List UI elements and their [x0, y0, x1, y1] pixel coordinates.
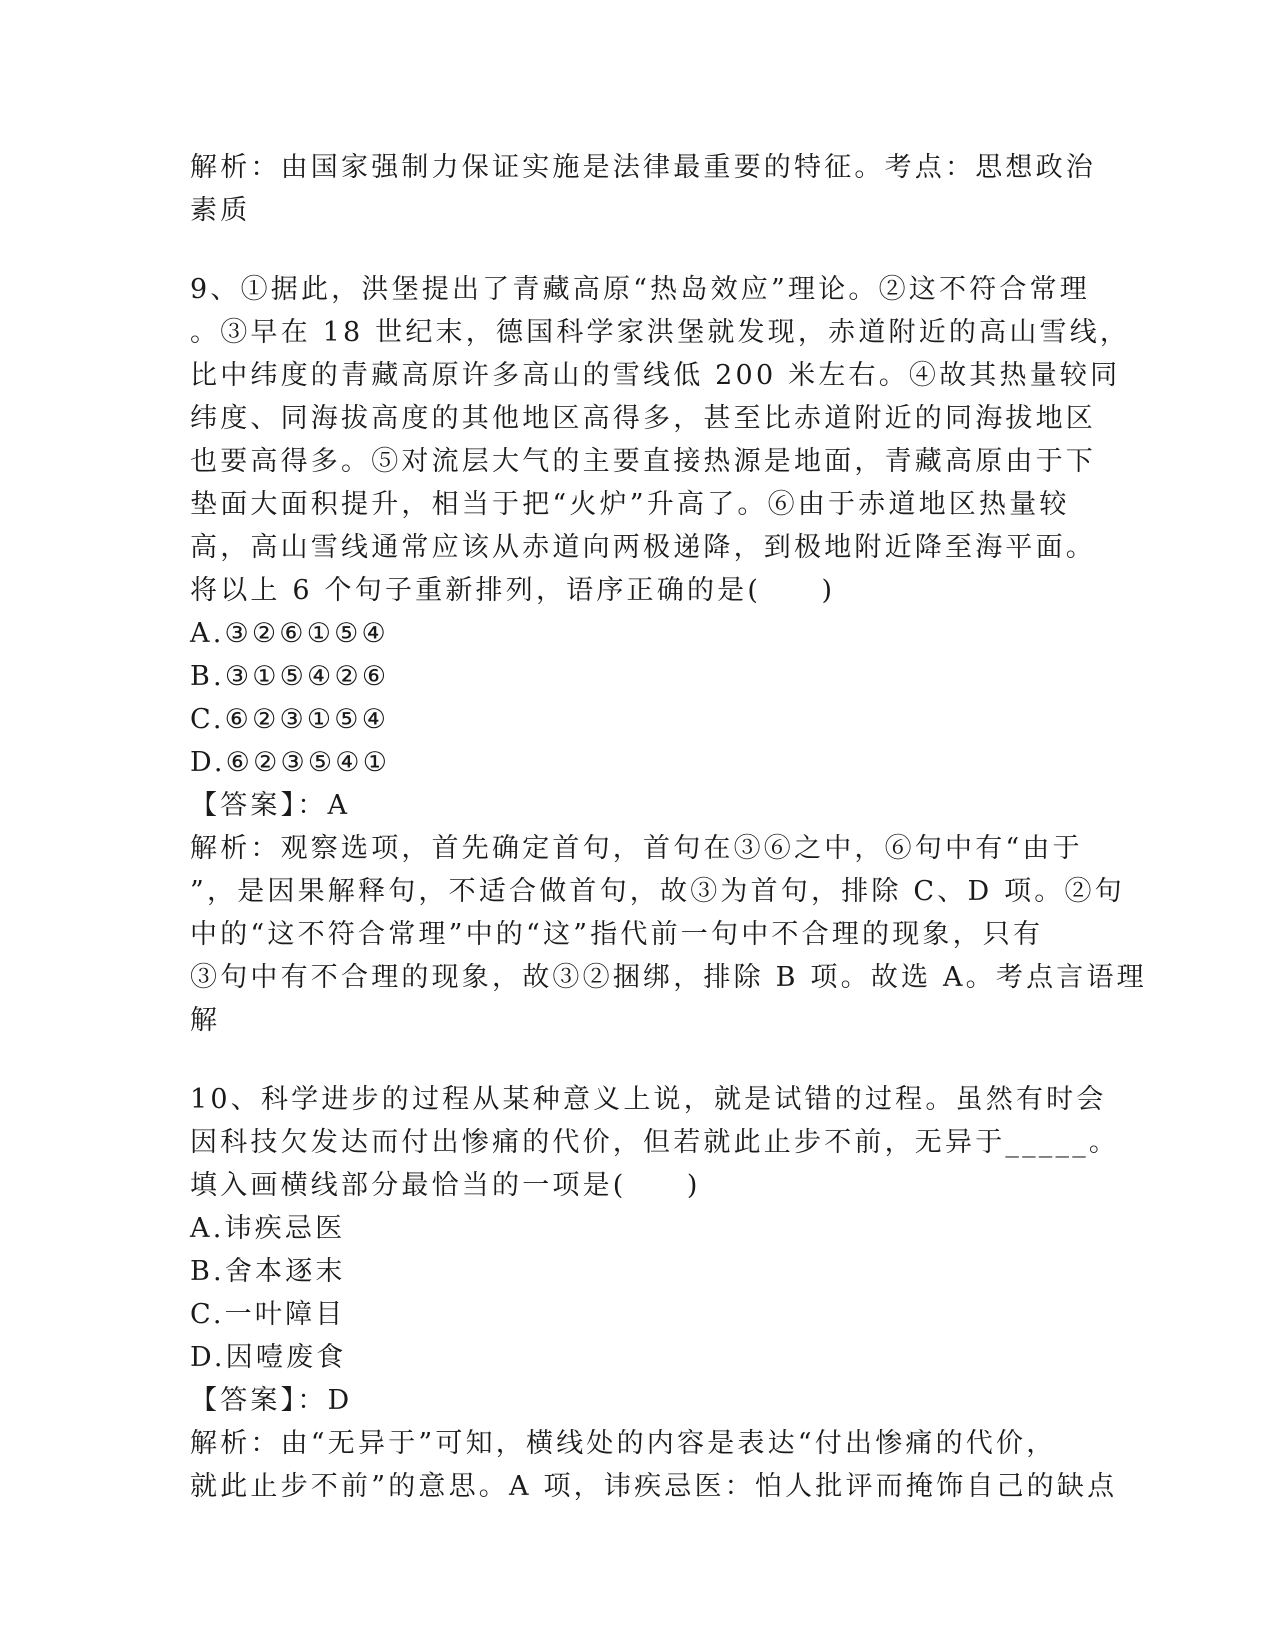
question-line: 9、①据此，洪堡提出了青藏高原“热岛效应”理论。②这不符合常理: [190, 274, 1090, 305]
question-line: 比中纬度的青藏高原许多高山的雪线低 200 米左右。④故其热量较同: [190, 360, 1121, 391]
question-line: 将以上 6 个句子重新排列，语序正确的是( ): [190, 575, 836, 606]
analysis-line: 解析：观察选项，首先确定首句，首句在③⑥之中，⑥句中有“由于: [190, 833, 1083, 864]
question-line: 。③早在 18 世纪末，德国科学家洪堡就发现，赤道附近的高山雪线，: [190, 317, 1131, 348]
option-d: D.⑥②③⑤④①: [190, 747, 391, 778]
analysis-line: ”，是因果解释句，不适合做首句，故③为首句，排除 C、D 项。②句: [190, 876, 1125, 907]
question-line: 也要高得多。⑤对流层大气的主要直接热源是地面，青藏高原由于下: [190, 446, 1096, 477]
question-line: 因科技欠发达而付出惨痛的代价，但若就此止步不前，无异于_____。: [190, 1127, 1120, 1158]
analysis-line: 素质: [190, 195, 251, 226]
option-a: A.③②⑥①⑤④: [190, 618, 389, 649]
analysis-line: ③句中有不合理的现象，故③②捆绑，排除 B 项。故选 A。考点言语理: [190, 962, 1147, 993]
question-line: 纬度、同海拔高度的其他地区高得多，甚至比赤道附近的同海拔地区: [190, 403, 1096, 434]
q8-analysis: [190, 146, 1096, 232]
option-b: B.舍本逐末: [190, 1256, 346, 1287]
question-line: 填入画横线部分最恰当的一项是( ): [190, 1170, 701, 1201]
option-a: A.讳疾忌医: [190, 1213, 346, 1244]
question-line: 10、科学进步的过程从某种意义上说，就是试错的过程。虽然有时会: [190, 1084, 1107, 1115]
analysis-line: 就此止步不前”的意思。A 项，讳疾忌医：怕人批评而掩饰自己的缺点: [190, 1471, 1118, 1502]
question-10: [190, 1078, 1120, 1508]
answer-label: 【答案】：A: [190, 790, 351, 821]
option-b: B.③①⑤④②⑥: [190, 661, 390, 692]
answer-label: 【答案】：D: [190, 1385, 353, 1416]
question-9: [190, 268, 1147, 1042]
spacer: [190, 232, 1090, 268]
question-line: 垫面大面积提升，相当于把“火炉”升高了。⑥由于赤道地区热量较: [190, 489, 1070, 520]
document-page: [190, 146, 1147, 1508]
option-c: C.⑥②③①⑤④: [190, 704, 390, 735]
option-d: D.因噎废食: [190, 1342, 347, 1373]
option-c: C.一叶障目: [190, 1299, 346, 1330]
spacer: [190, 1042, 1090, 1078]
analysis-line: 解析：由国家强制力保证实施是法律最重要的特征。考点：思想政治: [190, 152, 1096, 183]
analysis-line: 解: [190, 1005, 221, 1036]
analysis-line: 解析：由“无异于”可知，横线处的内容是表达“付出惨痛的代价，: [190, 1428, 1057, 1459]
question-line: 高，高山雪线通常应该从赤道向两极递降，到极地附近降至海平面。: [190, 532, 1096, 563]
analysis-line: 中的“这不符合常理”中的“这”指代前一句中不合理的现象，只有: [190, 919, 1044, 950]
